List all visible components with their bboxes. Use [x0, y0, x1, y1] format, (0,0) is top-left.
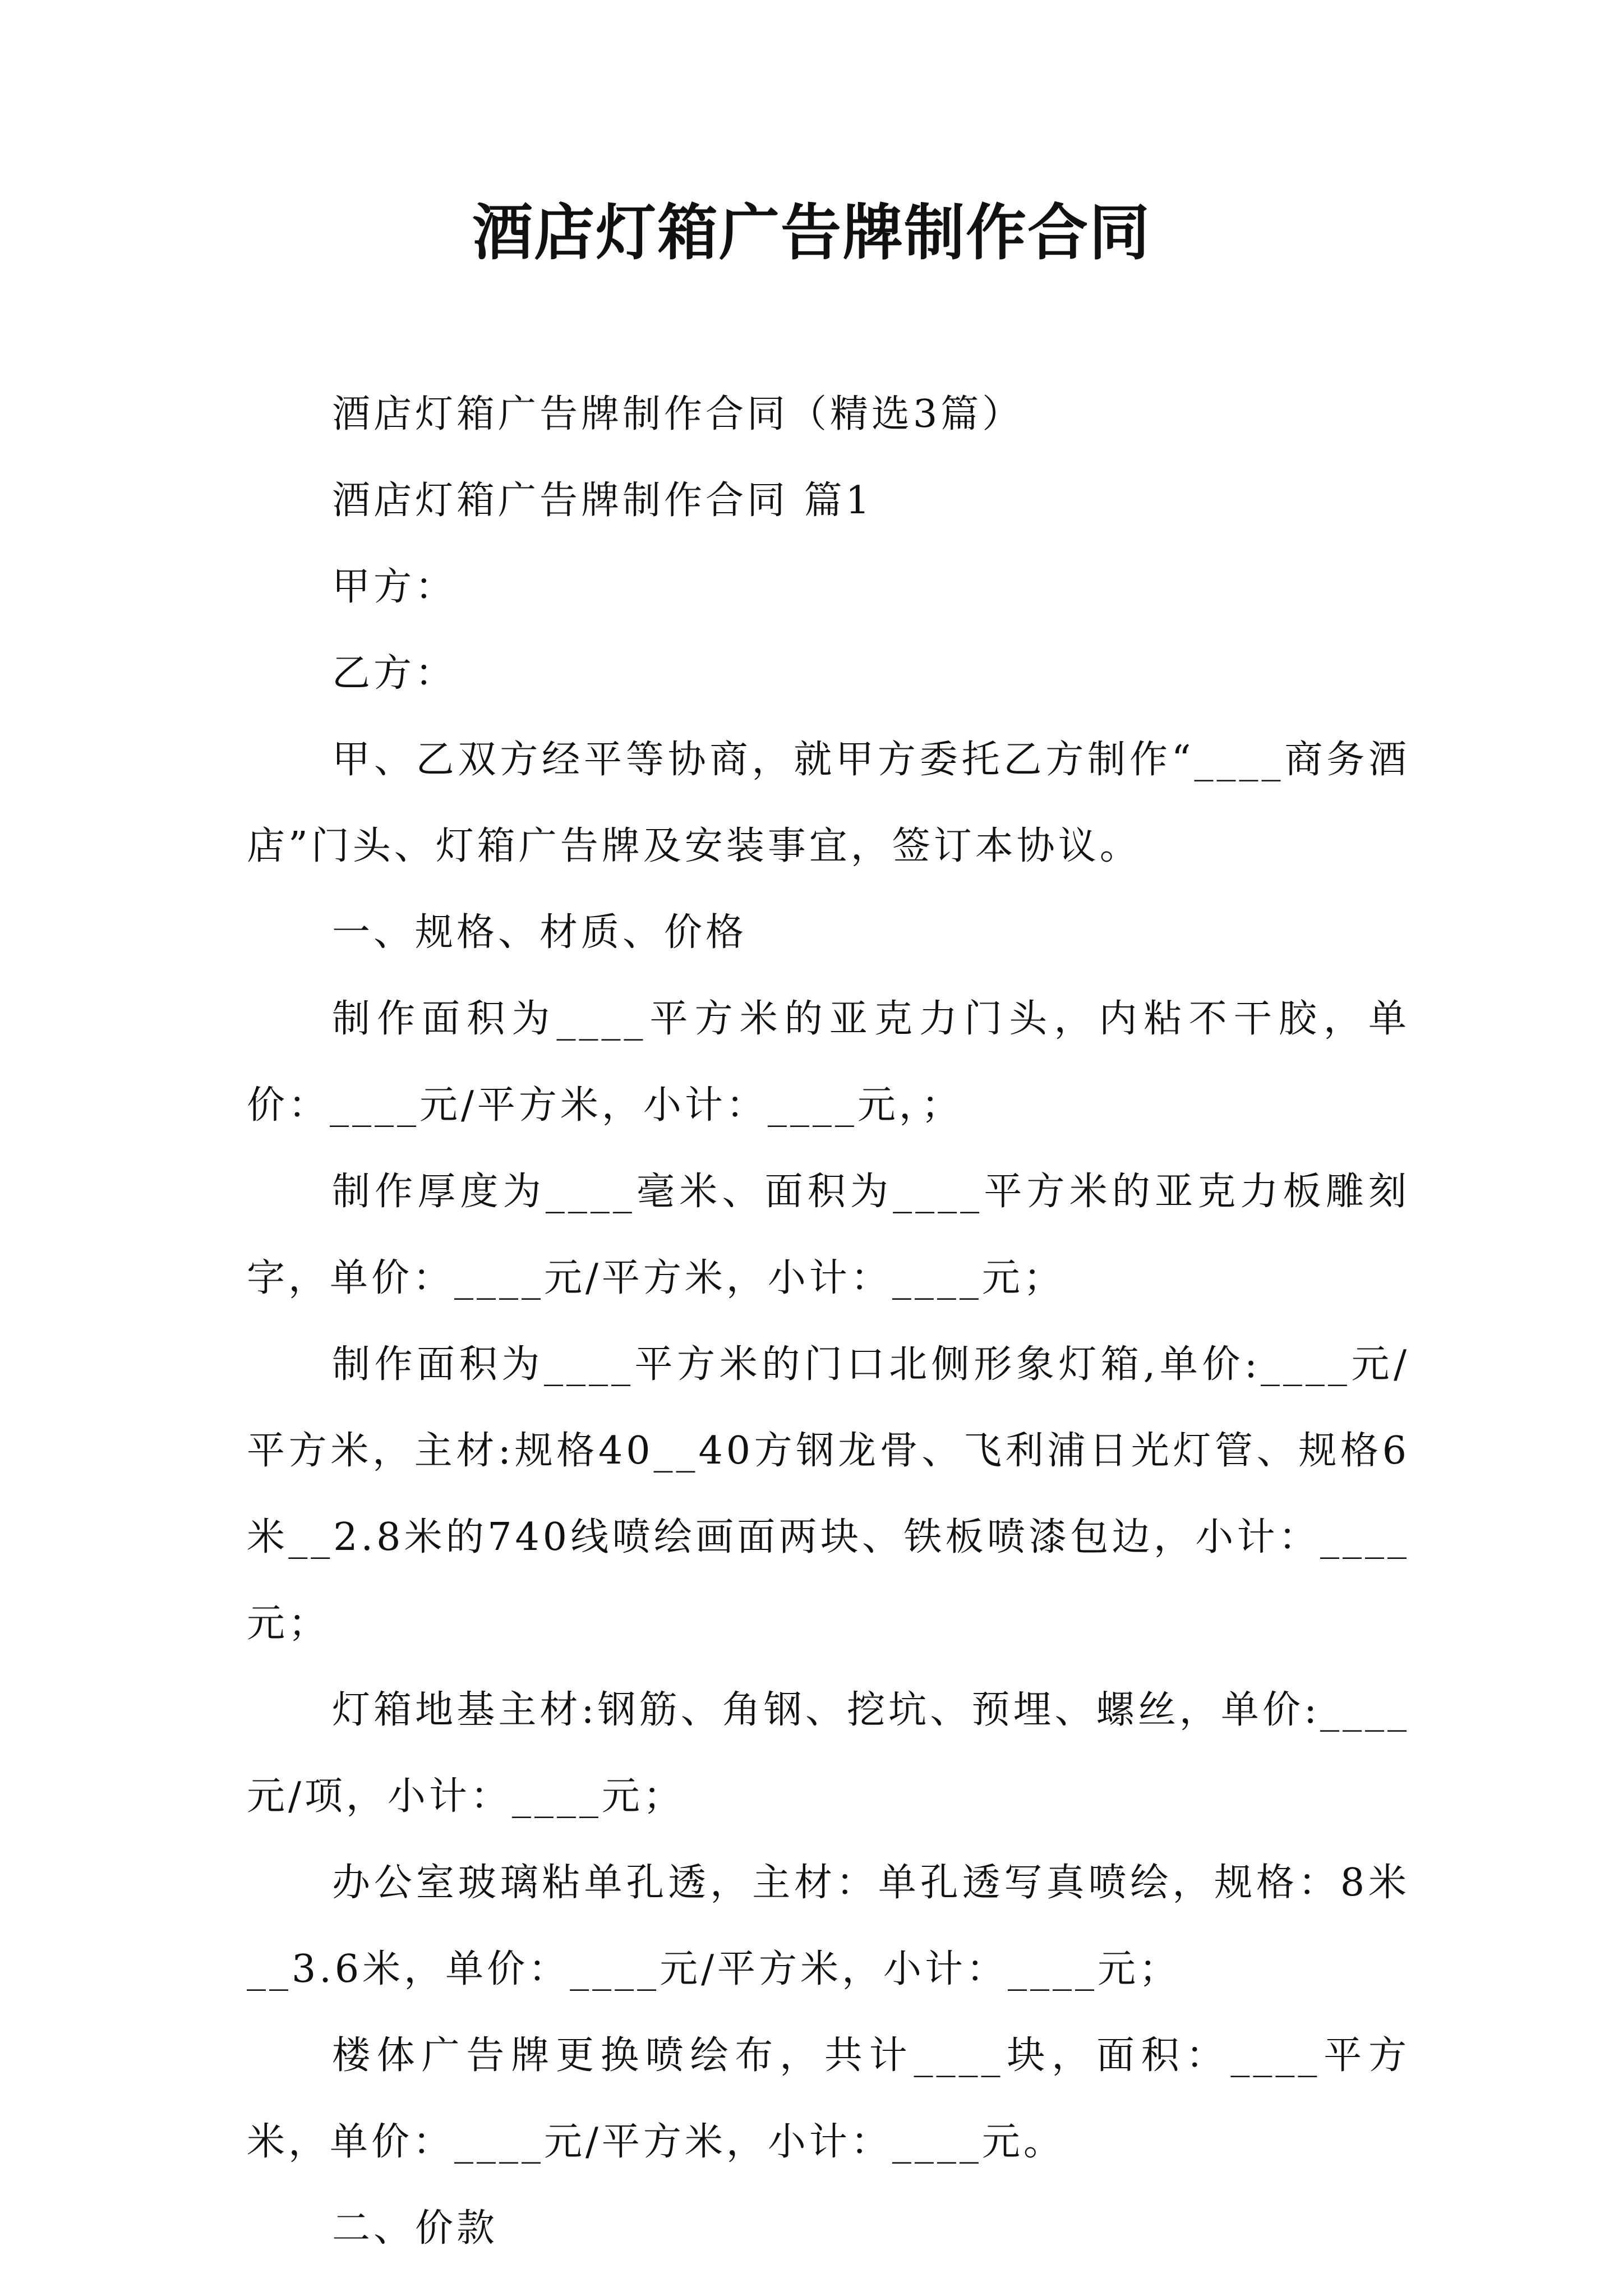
clause-heading: 二、价款 — [332, 2206, 499, 2251]
party-b-line: 乙方： — [332, 651, 457, 696]
document-body — [247, 371, 1410, 2272]
intro-paragraph: 甲、乙双方经平等协商，就甲方委托乙方制作“____商务酒店”门头、灯箱广告牌及安装事宜，签订本协议。 — [247, 738, 1410, 868]
subtitle-paragraph: 酒店灯箱广告牌制作合同（精选3篇） — [332, 392, 1024, 436]
clause-item: 办公室玻璃粘单孔透，主材：单孔透写真喷绘，规格：8米__3.6米，单价：____元/平方米，小计：____元； — [247, 1861, 1410, 1991]
party-a-line: 甲方： — [332, 565, 457, 609]
clause-item: 楼体广告牌更换喷绘布，共计____块，面积：____平方米，单价：____元/平方米，小计：____元。 — [247, 2033, 1410, 2164]
clause-item: 制作面积为____平方米的亚克力门头，内粘不干胶，单价：____元/平方米，小计：____元，； — [247, 997, 1410, 1128]
clause-item: 灯箱地基主材:钢筋、角钢、挖坑、预埋、螺丝，单价:____元/项，小计：____元； — [247, 1688, 1410, 1819]
clause-heading: 一、规格、材质、价格 — [332, 910, 748, 955]
clause-item: 制作厚度为____毫米、面积为____平方米的亚克力板雕刻字，单价：____元/平方米，小计：____元； — [247, 1170, 1410, 1300]
section-heading: 酒店灯箱广告牌制作合同 篇1 — [332, 478, 873, 523]
document-title: 酒店灯箱广告牌制作合同 — [472, 197, 1151, 268]
clause-item: 制作面积为____平方米的门口北侧形象灯箱,单价:____元/平方米，主材:规格40__40方钢龙骨、飞利浦日光灯管、规格6米__2.8米的740线喷绘画面两块、铁板喷漆包边，小计：____元； — [247, 1342, 1410, 1646]
